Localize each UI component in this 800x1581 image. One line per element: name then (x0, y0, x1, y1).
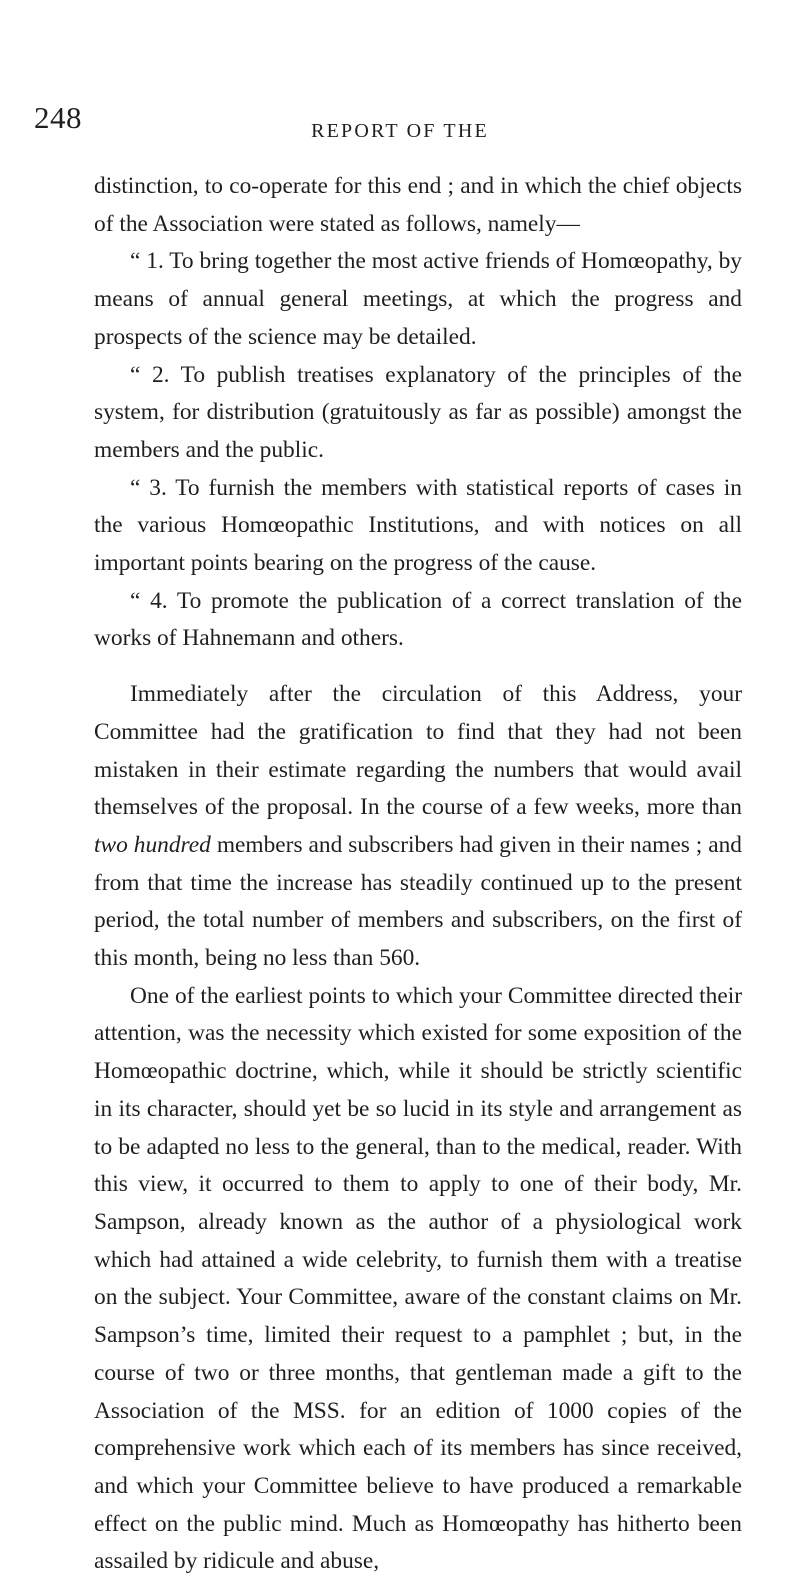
body-text (94, 168, 742, 1581)
membership-text-2: members and subscribers had given in their names ; and from that time the increase has steadily continued up to the present period, the total number of members and subscribers, on the first of this month, being no less than 560. (94, 831, 742, 972)
running-head: REPORT OF THE (311, 120, 489, 142)
page-number: 248 (34, 100, 82, 135)
list-item-4: “ 4. To promote the publication of a correct translation of the works of Hahnemann and others. (94, 587, 742, 652)
paragraph-membership (94, 676, 742, 978)
list-item-1: “ 1. To bring together the most active friends of Homœopathy, by means of annual general meetings, at which the progress and prospects of the science may be detailed. (94, 248, 742, 350)
membership-emphasis: two hundred (94, 831, 211, 858)
paragraph-exposition: One of the earliest points to which your Committee directed their attention, was the necessity which existed for some exposition of the Homœopathic doctrine, which, while it should be strictly scientific in its character, should yet be so lucid in its style and arrangement as to be adapted no less to the general, than to the medical, reader. With this view, it occurred to them to apply to one of their body, Mr. Sampson, already known as the author of a physiological work which had attained a wide celebrity, to furnish them with a treatise on the subject. Your Committee, aware of the constant claims on Mr. Sampson’s time, limited their request to a pamphlet ; but, in the course of two or three months, that gentleman made a gift to the Association of the MSS. for an edition of 1000 copies of the comprehensive work which each of its members has since received, and which your Committee believe to have produced a remarkable effect on the public mind. Much as Homœopathy has hitherto been assailed by ridicule and abuse, (94, 982, 742, 1575)
membership-text-1: Immediately after the circulation of this Address, your Committee had the gratification to find that they had not been mistaken in their estimate regarding the numbers that would avail themselves of the proposal. In the course of a few weeks, more than (94, 681, 742, 821)
list-item-2: “ 2. To publish treatises explanatory of the principles of the system, for distribution (gratuitously as far as possible) amongst the members and the public. (94, 361, 742, 463)
paragraph-continuation: distinction, to co-operate for this end ; and in which the chief objects of the Association were stated as follows, namely— (94, 173, 742, 237)
paragraph-gap (94, 658, 742, 676)
list-item-3: “ 3. To furnish the members with statistical reports of cases in the various Homœopathic Institutions, and with notices on all important points bearing on the progress of the cause. (94, 474, 742, 577)
